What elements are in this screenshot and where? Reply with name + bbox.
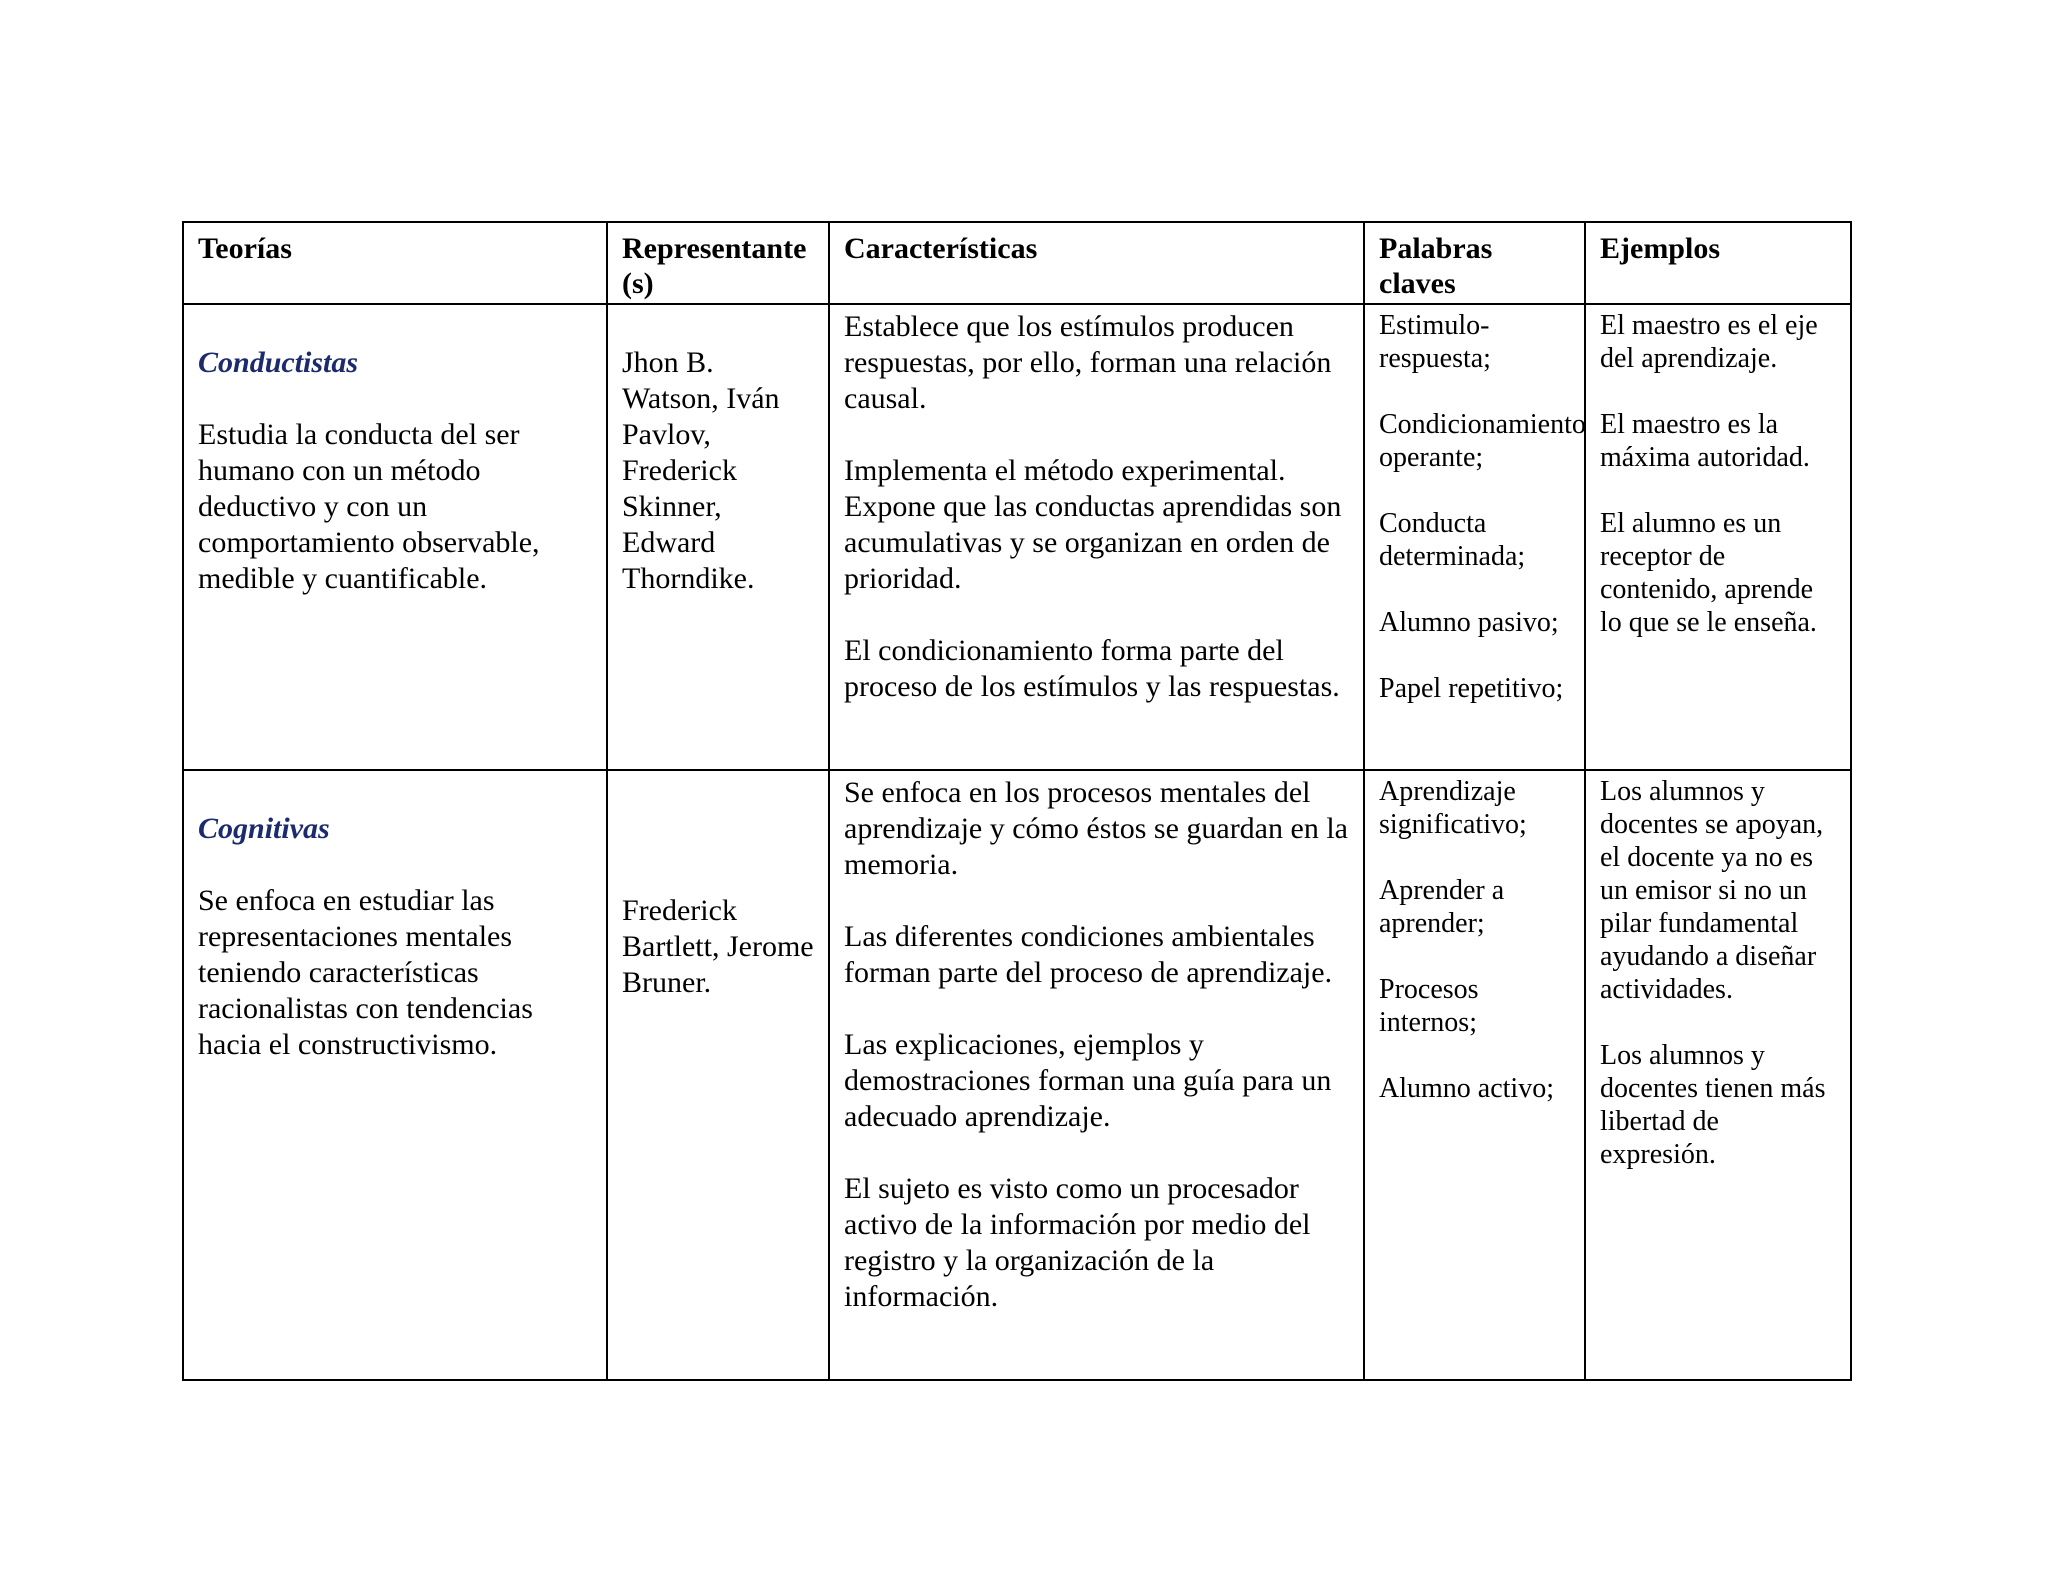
header-keywords: Palabras claves [1364, 222, 1585, 304]
representatives-cell [607, 770, 829, 1380]
header-examples: Ejemplos [1585, 222, 1851, 304]
representatives-text: Jhon B. Watson, Iván Pavlov, Frederick Skinner, Edward Thorndike. [622, 346, 780, 595]
example-item: El maestro es la máxima autoridad. [1600, 409, 1810, 473]
characteristics-cell [829, 770, 1364, 1380]
keyword-item: Conducta determinada; [1379, 508, 1526, 572]
characteristic-item: Las explicaciones, ejemplos y demostraciones forman una guía para un adecuado aprendizaje. [844, 1028, 1332, 1133]
examples-cell [1585, 770, 1851, 1380]
keyword-item: Aprendizaje significativo; [1379, 776, 1527, 840]
table-row-conductistas [183, 304, 1851, 770]
theory-name: Cognitivas [198, 812, 330, 845]
examples-cell [1585, 304, 1851, 770]
characteristic-item: Las diferentes condiciones ambientales forman parte del proceso de aprendizaje. [844, 920, 1333, 989]
keyword-item: Estimulo-respuesta; [1379, 310, 1491, 374]
example-item: Los alumnos y docentes tienen más libertad de expresión. [1600, 1040, 1826, 1170]
header-representatives: Representante (s) [607, 222, 829, 304]
characteristic-item: Se enfoca en los procesos mentales del aprendizaje y cómo éstos se guardan en la memoria. [844, 776, 1348, 881]
keyword-item: Alumno activo; [1379, 1073, 1554, 1104]
keyword-item: Alumno pasivo; [1379, 607, 1559, 638]
example-item: Los alumnos y docentes se apoyan, el docente ya no es un emisor si no un pilar fundamental ayudando a diseñar actividades. [1600, 776, 1824, 1005]
keyword-item: Procesos internos; [1379, 974, 1479, 1038]
theories-table [182, 221, 1852, 1381]
theory-description: Se enfoca en estudiar las representaciones mentales teniendo características racionalistas con tendencias hacia el constructivismo. [198, 884, 533, 1061]
characteristic-item: El sujeto es visto como un procesador activo de la información por medio del registro y la organización de la información. [844, 1172, 1311, 1313]
keyword-item: Aprender a aprender; [1379, 875, 1505, 939]
theory-cell [183, 770, 607, 1380]
theory-cell [183, 304, 607, 770]
representatives-cell [607, 304, 829, 770]
header-row [183, 222, 1851, 304]
keyword-item: Condicionamiento operante; [1379, 409, 1586, 473]
header-characteristics: Características [829, 222, 1364, 304]
representatives-text: Frederick Bartlett, Jerome Bruner. [622, 894, 814, 999]
theory-description: Estudia la conducta del ser humano con un método deductivo y con un comportamiento observable, medible y cuantificable. [198, 418, 540, 595]
keywords-cell [1364, 770, 1585, 1380]
characteristic-item: Implementa el método experimental. Expone que las conductas aprendidas son acumulativas y se organizan en orden de prioridad. [844, 454, 1342, 595]
characteristic-item: El condicionamiento forma parte del proceso de los estímulos y las respuestas. [844, 634, 1340, 703]
characteristic-item: Establece que los estímulos producen respuestas, por ello, forman una relación causal. [844, 310, 1332, 415]
table-row-cognitivas [183, 770, 1851, 1380]
example-item: El maestro es el eje del aprendizaje. [1600, 310, 1818, 374]
example-item: El alumno es un receptor de contenido, aprende lo que se le enseña. [1600, 508, 1817, 638]
theory-name: Conductistas [198, 346, 359, 379]
characteristics-cell [829, 304, 1364, 770]
keyword-item: Papel repetitivo; [1379, 673, 1564, 704]
header-theories: Teorías [183, 222, 607, 304]
keywords-cell [1364, 304, 1585, 770]
